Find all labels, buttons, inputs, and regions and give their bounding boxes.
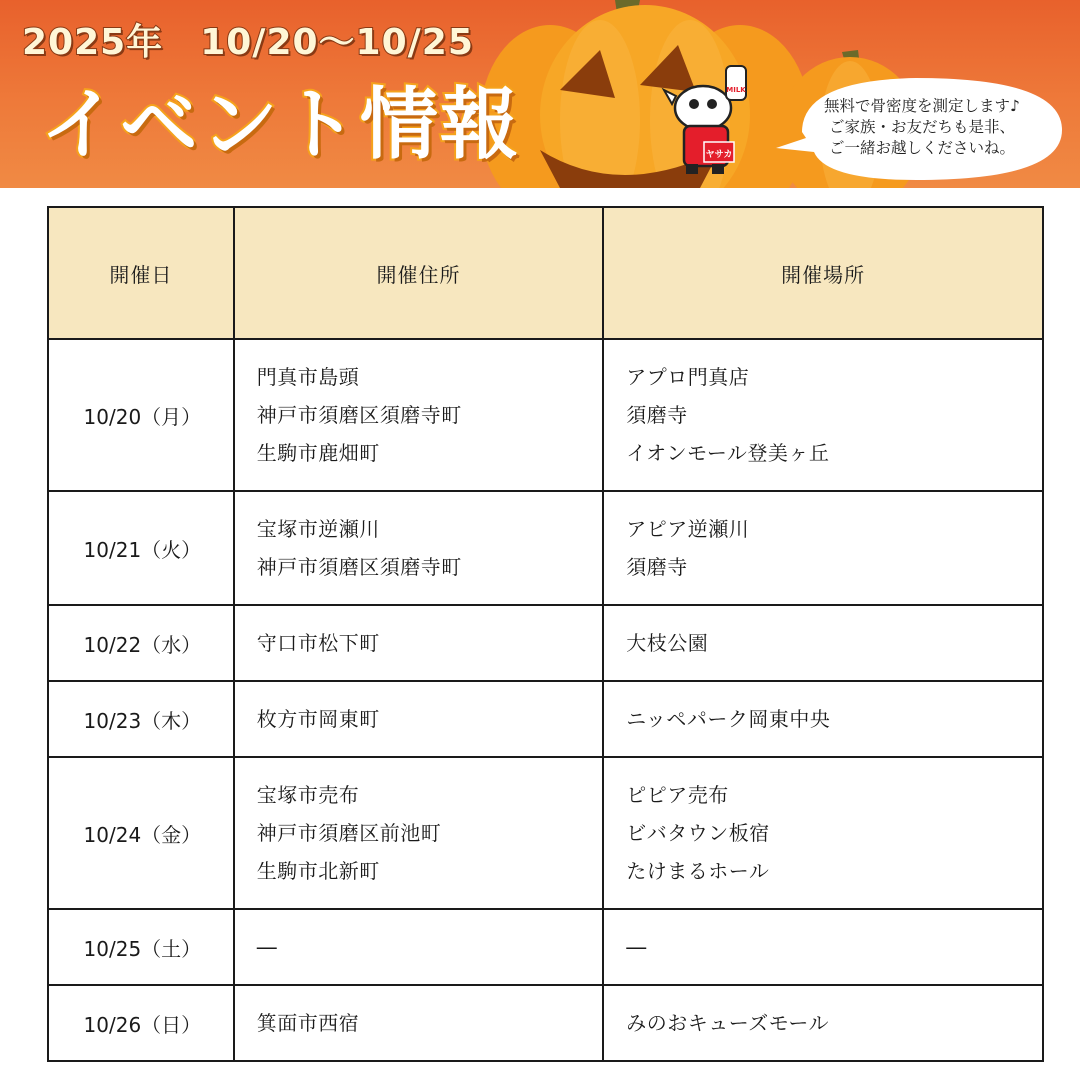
page-title: イベント情報 <box>40 80 521 170</box>
address-cell <box>234 985 603 1061</box>
table-row <box>48 339 1043 491</box>
table-header-row <box>48 207 1043 339</box>
bubble-line: 無料で骨密度を測定します♪ <box>824 97 1020 115</box>
table-row <box>48 909 1043 985</box>
address-cell <box>234 339 603 491</box>
venue-line: ビバタウン板宿 <box>626 821 770 845</box>
venue-cell <box>603 681 1043 757</box>
address-cell <box>234 757 603 909</box>
venue-line: みのおキューズモール <box>626 1011 830 1035</box>
mascot-shirt-label: ヤサカ <box>705 150 733 160</box>
date-cell: 10/22（水） <box>48 605 234 681</box>
address-line: 宝塚市逆瀬川 <box>256 517 380 541</box>
jack-o-lantern-icon <box>480 0 810 188</box>
address-line: 枚方市岡東町 <box>256 707 380 731</box>
table-row <box>48 681 1043 757</box>
address-cell <box>234 605 603 681</box>
date-cell: 10/21（火） <box>48 491 234 605</box>
venue-line: アピア逆瀬川 <box>626 517 750 541</box>
venue-cell <box>603 909 1043 985</box>
venue-line: アプロ門真店 <box>626 365 750 389</box>
date-cell: 10/26（日） <box>48 985 234 1061</box>
header-banner <box>0 0 1080 188</box>
date-cell: 10/25（土） <box>48 909 234 985</box>
address-cell <box>234 909 603 985</box>
header-address: 開催住所 <box>234 207 603 339</box>
venue-cell <box>603 605 1043 681</box>
date-range: 2025年 10/20～10/25 <box>22 22 474 63</box>
address-line: 神戸市須磨区前池町 <box>256 821 442 845</box>
venue-line: 大枝公園 <box>626 631 709 655</box>
venue-line: イオンモール登美ヶ丘 <box>626 441 830 465</box>
venue-cell <box>603 491 1043 605</box>
venue-line: たけまるホール <box>626 859 770 883</box>
date-cell: 10/23（木） <box>48 681 234 757</box>
bubble-line: ご家族・お友だちも是非、 <box>828 118 1015 136</box>
address-line: 宝塚市売布 <box>256 783 360 807</box>
table-row <box>48 491 1043 605</box>
venue-line: ニッペパーク岡東中央 <box>626 707 831 731</box>
address-cell <box>234 681 603 757</box>
address-line: 神戸市須磨区須磨寺町 <box>256 555 462 579</box>
address-line: ― <box>256 935 278 959</box>
event-schedule-table <box>47 206 1044 1062</box>
venue-line: ― <box>626 935 647 959</box>
header-venue: 開催場所 <box>603 207 1043 339</box>
venue-cell <box>603 339 1043 491</box>
address-line: 神戸市須磨区須磨寺町 <box>256 403 462 427</box>
bubble-line: ご一緒お越しくださいね。 <box>828 139 1015 157</box>
address-line: 箕面市西宿 <box>256 1011 360 1035</box>
mascot-bottle-label: MILK <box>726 86 746 94</box>
venue-line: ピピア売布 <box>626 783 729 807</box>
venue-cell <box>603 985 1043 1061</box>
address-line: 守口市松下町 <box>256 631 380 655</box>
table-row <box>48 605 1043 681</box>
address-line: 生駒市北新町 <box>256 859 380 883</box>
header-date: 開催日 <box>48 207 234 339</box>
venue-cell <box>603 757 1043 909</box>
date-cell: 10/20（月） <box>48 339 234 491</box>
table-row <box>48 985 1043 1061</box>
address-cell <box>234 491 603 605</box>
table-row <box>48 757 1043 909</box>
date-cell: 10/24（金） <box>48 757 234 909</box>
bubble-message <box>796 96 1048 159</box>
venue-line: 須磨寺 <box>626 555 688 579</box>
venue-line: 須磨寺 <box>626 403 688 427</box>
address-line: 門真市島頭 <box>256 365 360 389</box>
address-line: 生駒市鹿畑町 <box>256 441 380 465</box>
